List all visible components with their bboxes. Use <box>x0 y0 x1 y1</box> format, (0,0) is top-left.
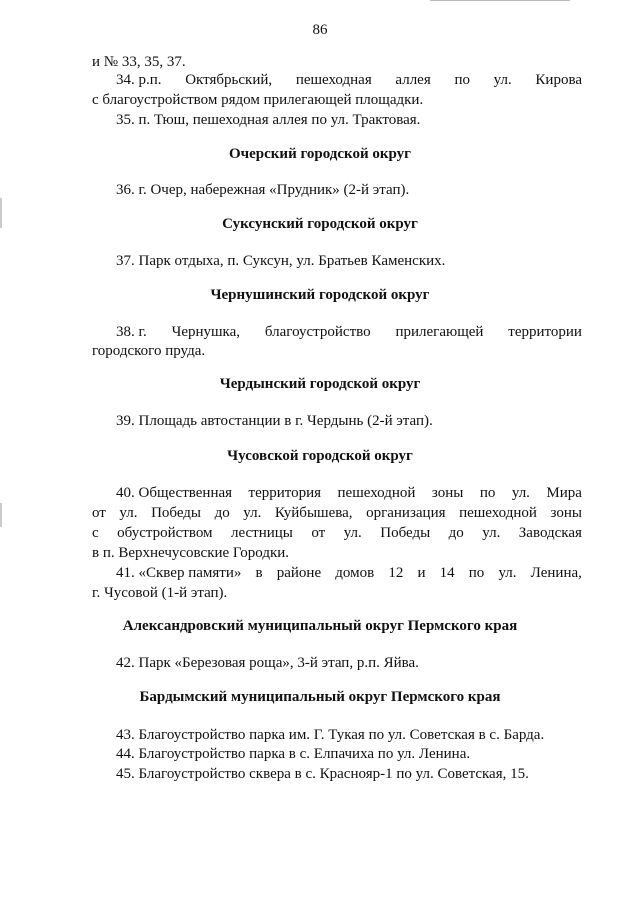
list-item-43: 43. Благоустройство парка им. Г. Тукая по ул. Советская в с. Барда. <box>116 727 545 743</box>
list-item-34: 34. р.п. Октябрьский, пешеходная аллея по ул. Кирова <box>116 72 582 88</box>
list-item-39: 39. Площадь автостанции в г. Чердынь (2-й этап). <box>116 413 433 429</box>
section-heading-chusovoy: Чусовской городской округ <box>227 448 413 464</box>
top-edge-rule <box>430 0 570 1</box>
list-item-42: 42. Парк «Березовая роща», 3-й этап, р.п. Яйва. <box>116 655 419 671</box>
list-item-34-continuation: с благоустройством рядом прилегающей площадки. <box>92 92 424 108</box>
section-heading-alexandrovsk: Александровский муниципальный округ Пермского края <box>122 618 518 634</box>
list-item-38: 38. г. Чернушка, благоустройство прилегающей территории <box>116 324 582 340</box>
section-heading-ocher: Очерский городской округ <box>229 146 411 162</box>
list-item-35: 35. п. Тюш, пешеходная аллея по ул. Трактовая. <box>116 112 421 128</box>
list-item-37: 37. Парк отдыха, п. Суксун, ул. Братьев Каменских. <box>116 253 446 269</box>
list-item-41: 41. «Сквер памяти» в районе домов 12 и 14 по ул. Ленина, <box>116 565 582 581</box>
list-item-44: 44. Благоустройство парка в с. Елпачиха по ул. Ленина. <box>116 746 471 762</box>
section-heading-cherdyn: Чердынский городской округ <box>219 376 421 392</box>
list-item-41-continuation: г. Чусовой (1-й этап). <box>92 585 228 601</box>
list-item-40-line-3: с обустройством лестницы от ул. Победы до ул. Заводская <box>92 525 582 541</box>
list-item-36: 36. г. Очер, набережная «Прудник» (2-й этап). <box>116 182 410 198</box>
section-heading-bardym: Бардымский муниципальный округ Пермского края <box>139 689 501 705</box>
page-number: 86 <box>312 22 328 38</box>
list-item-40: 40. Общественная территория пешеходной зоны по ул. Мира <box>116 485 582 501</box>
list-item-45: 45. Благоустройство сквера в с. Краснояр-1 по ул. Советская, 15. <box>116 766 529 782</box>
section-heading-suksun: Суксунский городской округ <box>222 216 418 232</box>
list-item-40-line-2: от ул. Победы до ул. Куйбышева, организация пешеходной зоны <box>92 505 582 521</box>
list-continuation: и № 33, 35, 37. <box>92 54 186 70</box>
scan-margin-mark <box>0 503 2 527</box>
list-item-38-continuation: городского пруда. <box>92 343 206 359</box>
section-heading-chernushka: Чернушинский городской округ <box>210 287 430 303</box>
list-item-40-line-4: в п. Верхнечусовские Городки. <box>92 545 290 561</box>
